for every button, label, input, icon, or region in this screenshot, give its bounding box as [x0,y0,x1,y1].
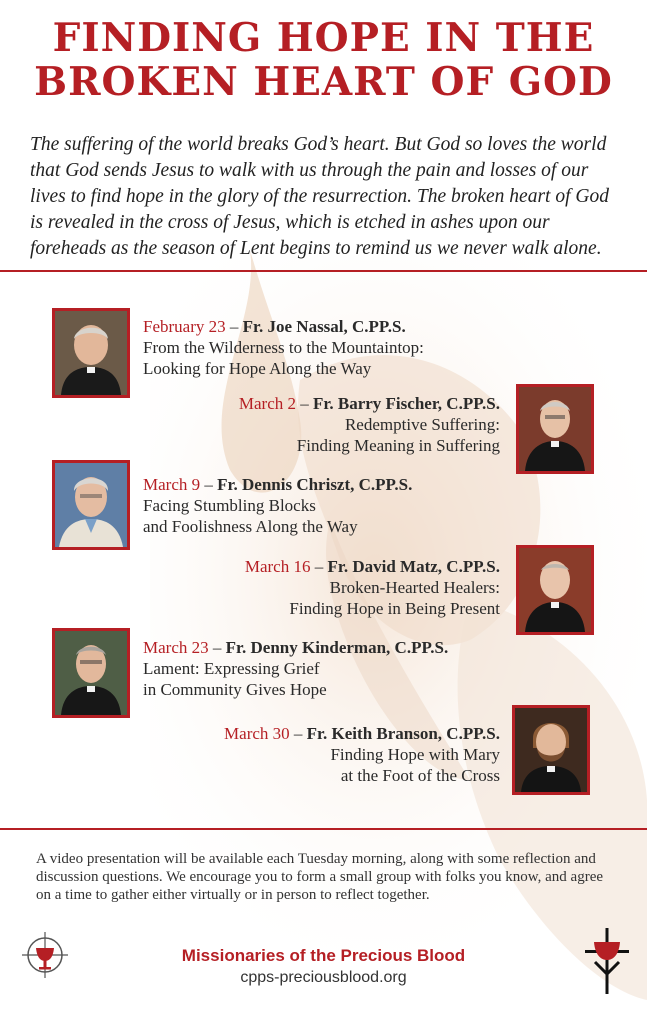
event-date: February 23 [143,317,226,336]
event-speaker: Fr. Denny Kinderman, C.PP.S. [225,638,449,657]
event-date: March 23 [143,638,209,657]
event-heading [120,393,500,414]
event-separator: – [200,475,218,494]
event-separator: – [310,557,328,576]
speaker-photo-joe-nassal [52,308,130,398]
speaker-photo-david-matz [516,545,594,635]
speaker-photo-denny-kinderman [52,628,130,718]
event-separator: – [289,724,307,743]
event-topic-line-1: Finding Hope with Mary [330,745,500,764]
event-topic-line-2: Looking for Hope Along the Way [143,359,372,378]
event-topic-line-2: Finding Meaning in Suffering [296,436,500,455]
event-speaker: Fr. David Matz, C.PP.S. [327,557,500,576]
event-heading [143,474,523,495]
organization-name: Missionaries of the Precious Blood [181,946,466,965]
event-topic-line-1: Redemptive Suffering: [344,415,500,434]
event-topic-line-1: Broken-Hearted Healers: [329,578,500,597]
event-feb-23 [143,316,523,379]
event-topic-line-2: and Foolishness Along the Way [143,517,358,536]
event-date: March 30 [224,724,290,743]
event-date: March 9 [143,475,201,494]
event-mar-9 [143,474,523,537]
title-line-2: BROKEN HEART OF GOD [34,59,613,105]
event-topic-line-2: in Community Gives Hope [143,680,327,699]
event-mar-23 [143,637,523,700]
divider-top [0,270,647,272]
organization-url[interactable]: cpps-preciousblood.org [240,969,407,986]
event-speaker: Fr. Joe Nassal, C.PP.S. [242,317,406,336]
intro-paragraph: The suffering of the world breaks God’s heart. But God so loves the world that God sends Jesus to walk with us through the pain and losses of our lives to find hope in the glory of the resurrection. The broken heart of God is revealed in the cross of Jesus, which is etched in ashes upon our foreheads as the season of Lent begins to remind us we never walk alone. [30,134,609,259]
event-mar-16 [120,556,500,619]
speaker-photo-barry-fischer [516,384,594,474]
event-separator: – [296,394,313,413]
divider-bottom [0,828,647,830]
event-separator: – [208,638,226,657]
event-speaker: Fr. Dennis Chriszt, C.PP.S. [217,475,413,494]
event-mar-30 [120,723,500,786]
event-topic-line-2: at the Foot of the Cross [340,766,500,785]
event-speaker: Fr. Barry Fischer, C.PP.S. [313,394,500,413]
speaker-photo-dennis-chriszt [52,460,130,550]
event-heading [143,637,523,658]
event-date: March 2 [238,394,296,413]
event-separator: – [225,317,243,336]
event-topic-line-1: Lament: Expressing Grief [143,659,320,678]
event-topic-line-2: Finding Hope in Being Present [289,599,500,618]
event-speaker: Fr. Keith Branson, C.PP.S. [306,724,500,743]
speaker-photo-keith-branson [512,705,590,795]
event-heading [143,316,523,337]
title-line-1: FINDING HOPE IN THE [52,15,595,61]
event-topic-line-1: Facing Stumbling Blocks [143,496,316,515]
chalice-cross-emblem-icon [585,928,629,994]
footer-paragraph: A video presentation will be available each Tuesday morning, along with some reflection and discussion questions. We encourage you to form a small group with folks you know, and agree on a time to gather either virtually or in person to reflect together. [36,851,604,903]
event-date: March 16 [244,557,311,576]
poster-title [0,16,647,104]
event-heading [120,723,500,744]
event-mar-2 [120,393,500,456]
event-heading [120,556,500,577]
event-topic-line-1: From the Wilderness to the Mountaintop: [143,338,424,357]
